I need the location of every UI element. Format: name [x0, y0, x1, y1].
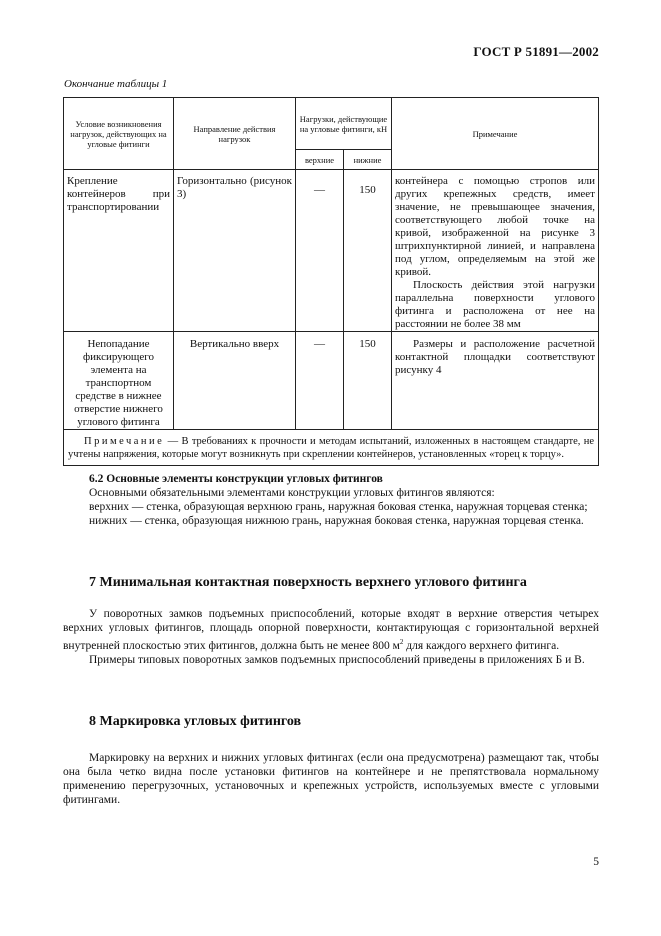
row1-lower: 150	[344, 170, 392, 332]
row1-note	[392, 170, 599, 332]
row2-direction: Вертикально вверх	[174, 332, 296, 430]
row2-note: Размеры и расположение расчетной контактной площадки соответствуют рисунку 4	[392, 332, 599, 430]
row1-upper: —	[296, 170, 344, 332]
row2-lower: 150	[344, 332, 392, 430]
header-note: Примечание	[392, 98, 599, 170]
table-caption: Окончание таблицы 1	[64, 78, 168, 90]
row2-upper: —	[296, 332, 344, 430]
section-6-2-intro: Основными обязательными элементами конструкции угловых фитингов являются:	[89, 487, 495, 499]
loads-table	[63, 97, 599, 466]
row1-condition: Крепление контейнеров при транспортировании	[64, 170, 174, 332]
header-loads: Нагрузки, действующие на угловые фитинги, кН	[296, 98, 392, 150]
row2-condition: Непопадание фиксирующего элемента на транспортном средстве в нижнее отверстие нижнего углового фитинга	[64, 332, 174, 430]
list-item: нижних — стенка, образующая нижнюю грань, наружная боковая стенка, наружная торцевая стенка.	[89, 515, 584, 527]
section-6-2-list	[63, 500, 599, 528]
row1-note-text: контейнера с помощью стропов или других крепежных средств, имеет значение, не превышающее значения, соответствующего любой точке на кривой, изображенной на рисунке 3 штрихпунктирной линией, и направлена под углом, определяемым на этой же кривой.	[395, 175, 595, 278]
section-7-para: Примеры типовых поворотных замков подъемных приспособлений приведены в приложениях Б и В.	[89, 653, 585, 666]
section-8-para: Маркировку на верхних и нижних угловых фитингах (если она предусмотрена) размещают так, чтобы она была четко видна после установки фитингов на контейнере и не препятствовала нормальному применению перегрузочных, установочных и крепежных устройств, используемых вместе с угловыми фитингами.	[63, 752, 599, 806]
footnote-label: Примечание	[84, 436, 165, 447]
section-6-2	[89, 472, 599, 500]
header-lower: нижние	[344, 150, 392, 170]
header-condition: Условие возникновения нагрузок, действующих на угловые фитинги	[64, 98, 174, 170]
table-footnote	[64, 430, 599, 466]
footnote-text: — В требованиях к прочности и методам испытаний, изложенных в настоящем стандарте, не учтены напряжения, которые могут возникнуть при скреплении контейнеров, установленных «торец к торцу».	[68, 436, 594, 460]
row1-note-text-2: Плоскость действия этой нагрузки параллельна поверхности углового фитинга и расположена от нее на расстоянии не более 38 мм	[395, 279, 595, 330]
table-row	[64, 332, 599, 430]
table-row	[64, 170, 599, 332]
list-item: верхних — стенка, образующая верхнюю грань, наружная боковая стенка, наружная торцевая стенка;	[89, 501, 588, 513]
section-8-heading: 8 Маркировка угловых фитингов	[89, 714, 302, 729]
header-direction: Направление действия нагрузок	[174, 98, 296, 170]
section-6-2-heading: 6.2 Основные элементы конструкции угловых фитингов	[89, 473, 383, 485]
section-8-body	[63, 751, 599, 807]
header-upper: верхние	[296, 150, 344, 170]
row1-direction: Горизонтально (рисунок 3)	[174, 170, 296, 332]
section-7-body	[63, 607, 599, 667]
document-header: ГОСТ Р 51891—2002	[473, 44, 599, 59]
section-7-para: У поворотных замков подъемных приспособлений, которые входят в верхние отверстия четырех верхних угловых фитингов, площадь опорной поверхности, контактирующая с горизонтальной верхней внутренней плоскостью этих фитингов, должна быть не менее 800 $м^2$ для каждого верхнего фитинга.	[63, 608, 599, 652]
page-number: 5	[593, 856, 599, 868]
section-7-heading: 7 Минимальная контактная поверхность верхнего углового фитинга	[89, 575, 527, 590]
